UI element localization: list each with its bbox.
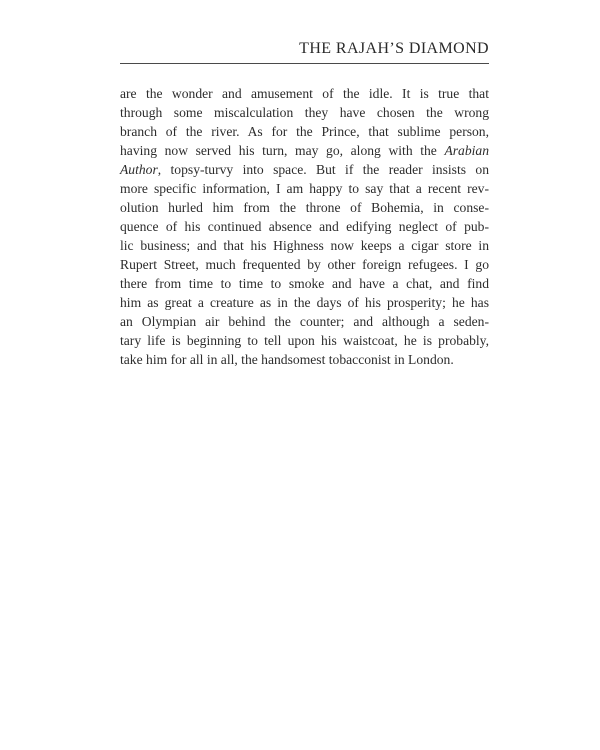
text-line: [120, 255, 489, 274]
text-span: having now served his turn, may go, along with the: [120, 143, 445, 158]
text-line: [120, 160, 489, 179]
text-line: [120, 331, 489, 350]
text-line: [120, 179, 489, 198]
text-span: take him for all in all, the handsomest tobacconist in London.: [120, 352, 454, 367]
text-line: [120, 312, 489, 331]
text-span: more specific information, I am happy to say that a recent rev-: [120, 181, 489, 196]
text-line: [120, 103, 489, 122]
text-span: olution hurled him from the throne of Bohemia, in conse-: [120, 200, 489, 215]
text-span: tary life is beginning to tell upon his waistcoat, he is probably,: [120, 333, 489, 348]
text-span: Rupert Street, much frequented by other foreign refugees. I go: [120, 257, 489, 272]
text-line: [120, 122, 489, 141]
text-span: branch of the river. As for the Prince, that sublime person,: [120, 124, 489, 139]
text-span: lic business; and that his Highness now keeps a cigar store in: [120, 238, 489, 253]
text-line: [120, 217, 489, 236]
text-line: [120, 141, 489, 160]
text-span: there from time to time to smoke and have a chat, and find: [120, 276, 489, 291]
italic-title-span: Author: [120, 162, 158, 177]
text-span: are the wonder and amusement of the idle. It is true that: [120, 86, 489, 101]
text-span: quence of his continued absence and edifying neglect of pub-: [120, 219, 489, 234]
body-paragraph: [120, 84, 489, 369]
text-line: [120, 293, 489, 312]
header-rule: [120, 63, 489, 64]
text-span: him as great a creature as in the days of his prosperity; he has: [120, 295, 489, 310]
text-line: [120, 274, 489, 293]
text-span: through some miscalculation they have chosen the wrong: [120, 105, 489, 120]
italic-title-span: Arabian: [444, 143, 489, 158]
text-span: , topsy-turvy into space. But if the reader insists on: [157, 162, 489, 177]
text-line: [120, 84, 489, 103]
running-head: THE RAJAH’S DIAMOND: [299, 40, 489, 57]
text-line: [120, 198, 489, 217]
text-span: an Olympian air behind the counter; and although a seden-: [120, 314, 489, 329]
text-line: [120, 350, 489, 369]
text-line: [120, 236, 489, 255]
